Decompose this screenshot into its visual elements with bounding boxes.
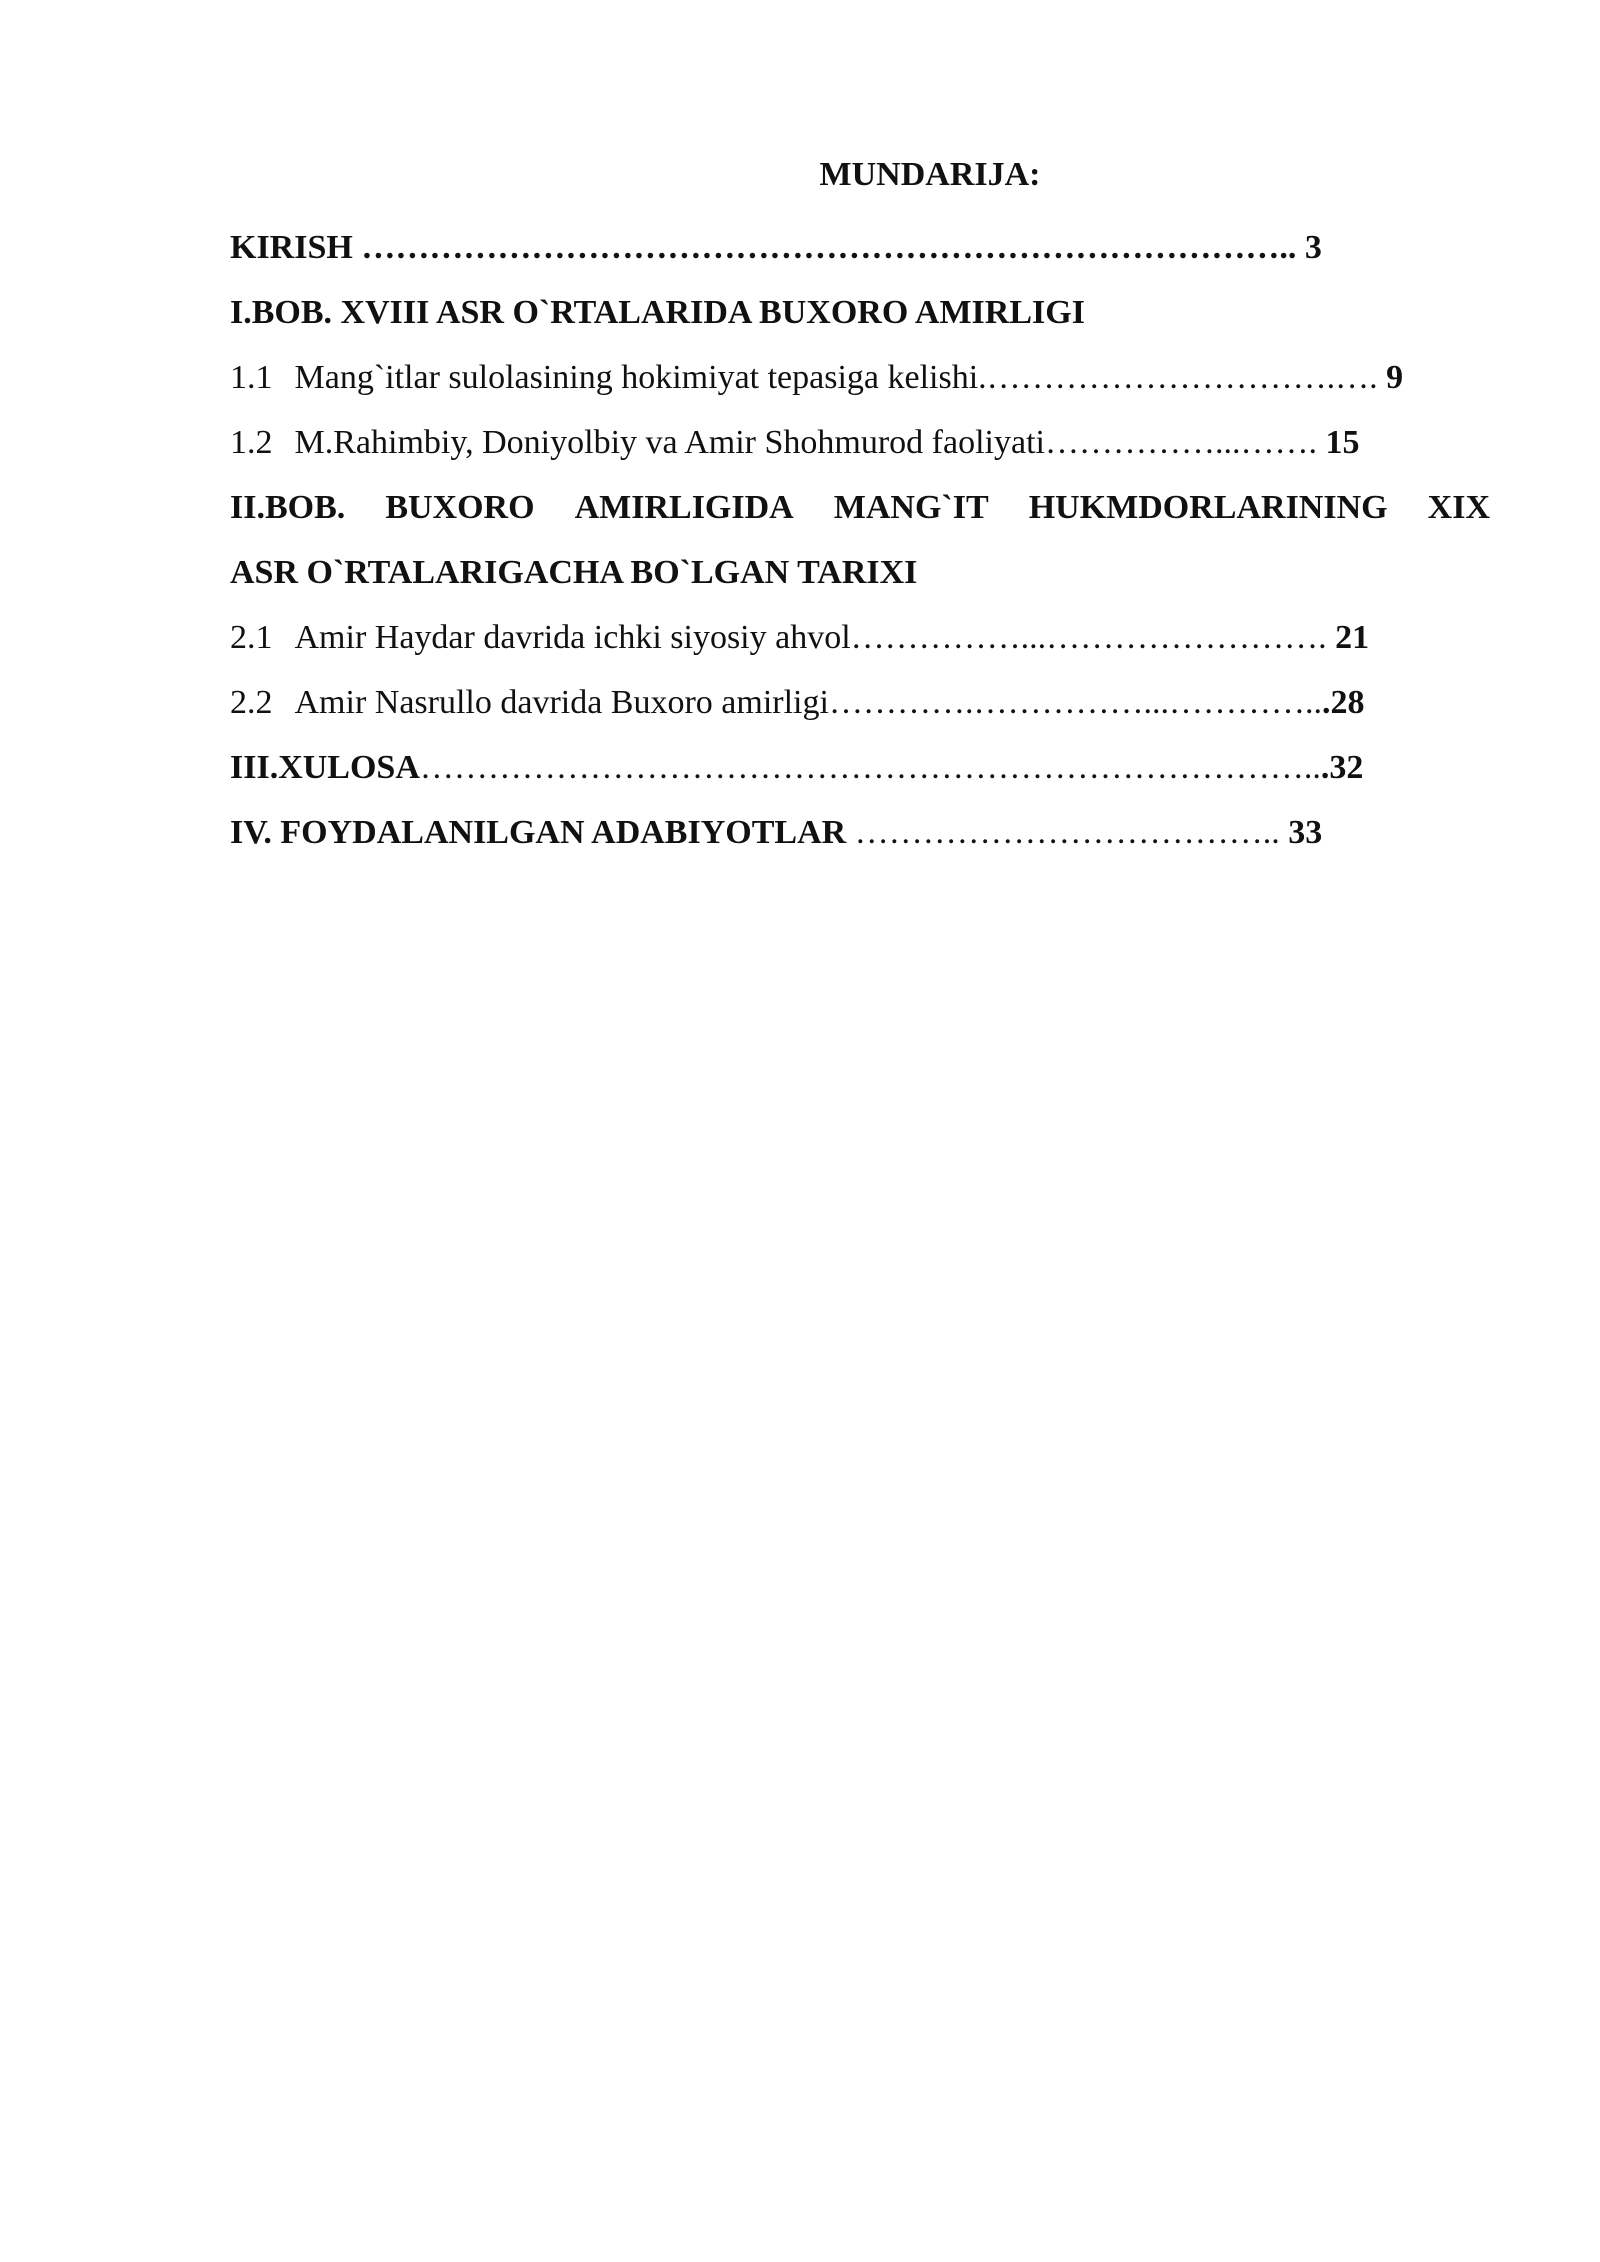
toc-entry-2-2[interactable] xyxy=(230,670,1490,735)
toc-leader-dots: ………………………….…. xyxy=(986,359,1387,396)
toc-chapter-2-line-1[interactable] xyxy=(230,475,1490,540)
toc-chapter-word: HUKMDORLARINING xyxy=(1028,489,1388,526)
toc-leader-dots: …………………………………………………………………….. xyxy=(419,749,1321,786)
toc-page-number: .32 xyxy=(1320,749,1364,786)
toc-entry-label: III.XULOSA xyxy=(230,749,420,786)
toc-chapter-word: MANG`IT xyxy=(833,489,989,526)
toc-entry-label: IV. FOYDALANILGAN ADABIYOTLAR xyxy=(230,814,847,851)
toc-entry-xulosa[interactable] xyxy=(230,735,1490,800)
toc-entry-label: KIRISH xyxy=(230,229,353,266)
toc-entry-1-1[interactable] xyxy=(230,345,1490,410)
toc-page-number: .28 xyxy=(1321,684,1365,721)
table-of-contents xyxy=(230,150,1490,865)
toc-entry-label: Amir Haydar davrida ichki siyosiy ahvol xyxy=(294,619,851,656)
toc-entry-adabiyotlar[interactable] xyxy=(230,800,1490,865)
toc-page-number: 15 xyxy=(1325,424,1360,461)
toc-chapter-1[interactable]: I.BOB. XVIII ASR O`RTALARIDA BUXORO AMIRLIGI xyxy=(230,294,1085,331)
toc-page-number: 33 xyxy=(1288,814,1323,851)
toc-entry-label: Mang`itlar sulolasining hokimiyat tepasiga kelishi. xyxy=(294,359,987,396)
toc-entry-label: Amir Nasrullo davrida Buxoro amirligi xyxy=(294,684,829,721)
toc-section-number: 2.1 xyxy=(230,619,273,656)
toc-entry-label: M.Rahimbiy, Doniyolbiy va Amir Shohmurod faoliyati xyxy=(294,424,1045,461)
toc-chapter-word: XIX xyxy=(1427,489,1490,526)
toc-chapter-word: AMIRLIGIDA xyxy=(574,489,794,526)
toc-section-number: 2.2 xyxy=(230,684,273,721)
toc-chapter-2-line-2[interactable]: ASR O`RTALARIGACHA BO`LGAN TARIXI xyxy=(230,554,918,591)
toc-leader-dots: ……………………………….. xyxy=(846,814,1289,851)
toc-title: MUNDARIJA: xyxy=(819,156,1041,193)
toc-entry-2-1[interactable] xyxy=(230,605,1490,670)
toc-entry-kirish[interactable] xyxy=(230,215,1490,280)
toc-entry-1-2[interactable] xyxy=(230,410,1490,475)
toc-section-number: 1.2 xyxy=(230,424,273,461)
toc-section-number: 1.1 xyxy=(230,359,273,396)
toc-chapter-word: BUXORO xyxy=(385,489,535,526)
toc-leader-dots: ……………………………………………………………………….. xyxy=(352,229,1305,266)
toc-leader-dots: ……………...……………………. xyxy=(850,619,1336,656)
toc-chapter-word: II.BOB. xyxy=(230,489,346,526)
toc-leader-dots: ……………...……. xyxy=(1044,424,1326,461)
toc-leader-dots: ………….……………...………….. xyxy=(828,684,1322,721)
toc-page-number: 3 xyxy=(1304,229,1322,266)
toc-page-number: 9 xyxy=(1386,359,1404,396)
toc-page-number: 21 xyxy=(1335,619,1370,656)
